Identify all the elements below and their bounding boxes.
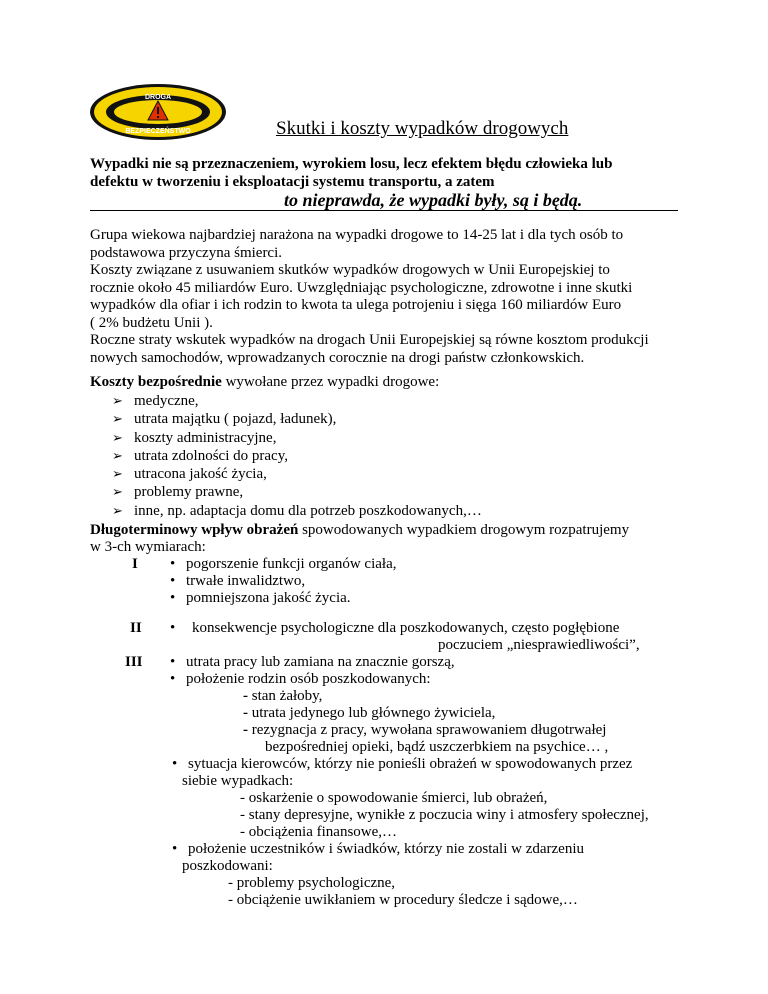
list-item-continuation: poczuciem „niesprawiedliwości”, (438, 637, 640, 653)
paragraph-line: Koszty związane z usuwaniem skutków wypadków drogowych w Unii Europejskiej to (90, 262, 610, 278)
arrow-bullet-icon: ➢ (112, 466, 123, 482)
sub-item-continuation: bezpośredniej opieki, bądź uszczerbkiem na psychice… , (265, 739, 609, 755)
long-term-heading-bold: Długoterminowy wpływ obrażeń (90, 522, 299, 538)
paragraph (90, 227, 649, 367)
sub-item: - obciążenie uwikłaniem w procedury śledcze i sądowe,… (228, 892, 578, 908)
sub-item: - utrata jedynego lub głównego żywiciela, (243, 705, 496, 721)
paragraph-line: wypadków dla ofiar i ich rodzin to kwota ta ulega potrojeniu i sięga 160 miliardów Euro (90, 297, 622, 313)
direct-costs-heading-bold: Koszty bezpośrednie (90, 374, 222, 390)
list-item: • utrata pracy lub zamiana na znacznie gorszą, (170, 654, 455, 670)
paragraph-line: Roczne straty wskutek wypadków na drogach Unii Europejskiej są równe kosztom produkcji (90, 332, 649, 348)
sub-item: - obciążenia finansowe,… (240, 824, 398, 840)
sub-item: - stany depresyjne, wynikłe z poczucia winy i atmosfery społecznej, (240, 807, 649, 823)
long-term-heading-rest: spowodowanych wypadkiem drogowym rozpatrujemy (298, 522, 630, 538)
long-term-heading-line2: w 3-ch wymiarach: (90, 539, 206, 555)
paragraph-line: nowych samochodów, wprowadzanych corocznie na drogi państw członkowskich. (90, 349, 585, 366)
sub-item: - rezygnacja z pracy, wywołana sprawowaniem długotrwałej (243, 722, 607, 738)
dimension-1-label: I (132, 556, 138, 572)
list-item: • sytuacja kierowców, którzy nie ponieśli obrażeń w spowodowanych przez (172, 756, 633, 772)
paragraph-line: podstawowa przyczyna śmierci. (90, 244, 283, 261)
paragraph-line: rocznie około 45 miliardów Euro. Uwzględniając psychologiczne, zdrowotne i inne skutki (90, 279, 633, 296)
paragraph-line: ( 2% budżetu Unii ). (90, 314, 213, 331)
list-item: ➢ inne, np. adaptacja domu dla potrzeb poszkodowanych,… (112, 502, 482, 519)
list-item: ➢ utrata zdolności do pracy, (112, 447, 288, 464)
list-item: • pogorszenie funkcji organów ciała, (170, 556, 397, 572)
arrow-bullet-icon: ➢ (112, 411, 123, 427)
arrow-bullet-icon: ➢ (112, 429, 123, 445)
dimension-2-label: II (130, 620, 142, 636)
dimension-3-label: III (125, 654, 143, 670)
direct-costs-heading (90, 374, 439, 391)
arrow-bullet-icon: ➢ (112, 393, 123, 408)
sub-item: - problemy psychologiczne, (228, 875, 396, 891)
list-item: • trwałe inwalidztwo, (170, 573, 306, 589)
list-item: ➢ utracona jakość życia, (112, 466, 267, 483)
divider (90, 210, 678, 211)
direct-costs-list (112, 392, 482, 520)
list-item: ➢ utrata majątku ( pojazd, ładunek), (112, 411, 337, 428)
sub-item: - oskarżenie o spowodowanie śmierci, lub obrażeń, (240, 790, 548, 806)
list-item: ➢ problemy prawne, (112, 484, 244, 501)
logo (88, 82, 228, 142)
list-item-continuation: siebie wypadkach: (182, 773, 294, 789)
list-item-continuation: poszkodowani: (182, 858, 273, 874)
logo-bottom-text: BEZPIECZEŃSTWO (125, 128, 191, 135)
droga-bezpieczenstwo-logo (88, 82, 228, 142)
arrow-bullet-icon: ➢ (112, 502, 123, 518)
motto: to nieprawda, że wypadki były, są i będą. (284, 190, 583, 210)
paragraph-line: Grupa wiekowa najbardziej narażona na wypadki drogowe to 14-25 lat i dla tych osób to (90, 227, 624, 243)
intro-line-2: defektu w tworzeniu i eksploatacji systemu transportu, a zatem (90, 174, 495, 190)
intro-line-1: Wypadki nie są przeznaczeniem, wyrokiem losu, lecz efektem błędu człowieka lub (90, 156, 613, 172)
page-title: Skutki i koszty wypadków drogowych (276, 118, 569, 139)
direct-costs-heading-rest: wywołane przez wypadki drogowe: (221, 374, 440, 390)
arrow-bullet-icon: ➢ (112, 484, 123, 500)
arrow-bullet-icon: ➢ (112, 447, 123, 463)
list-item: ➢ medyczne, (112, 393, 199, 409)
logo-top-text: DROGA (144, 94, 172, 101)
list-item: • pomniejszona jakość życia. (170, 590, 351, 606)
sub-item: - stan żałoby, (243, 688, 323, 704)
intro (90, 155, 612, 191)
list-item: • położenie rodzin osób poszkodowanych: (170, 671, 431, 687)
long-term-heading (90, 522, 629, 539)
list-item: ➢ koszty administracyjne, (112, 429, 277, 446)
list-item: • położenie uczestników i świadków, którzy nie zostali w zdarzeniu (172, 841, 584, 857)
list-item: • konsekwencje psychologiczne dla poszkodowanych, często pogłębione (170, 620, 620, 636)
